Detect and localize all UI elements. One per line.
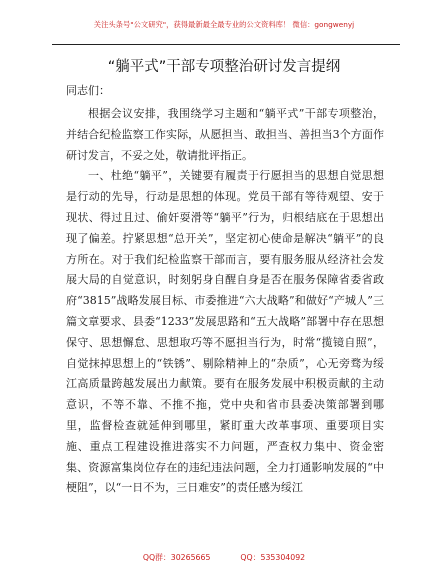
document-body [66,104,384,499]
footer-contact [0,553,448,563]
header-banner: 关注头条号"公文研究"，获得最新最全最专业的公文资料库！ 微信：gongwenyj [93,20,355,29]
header-divider [52,44,400,45]
paragraph-intro: 根据会议安排，我围绕学习主题和“躺平式”干部专项整治，并结合纪检监察工作实际，从愿担当、敢担当、善担当3个方面作研讨发言，不妥之处，敬请批评指正。 [66,107,384,162]
paragraph-section-one: 一、杜绝“躺平”，关键要有履责于行愿担当的思想自觉思想是行动的先导，行动是思想的体现。党员干部有等待观望、安于现状、得过且过、偷奸耍滑等“躺平”行为，归根结底在于思想出现了偏差。拧紧思想“总开关”，坚定初心使命是解决“躺平”的良方所在。对于我们纪检监察干部而言，要有服务服从经济社会发展大局的自觉意识，时刻躬身自醒自身是否在服务保障省委省政府“3815”战略发展目标、市委推进“六大战略”和做好“产城人”三篇文章要求、县委“1233”发展思路和“五大战略”部署中存在思想保守、思想懈怠、思想取巧等不愿担当行为，时常“揽镜自照”，自觉抹掉思想上的“铁锈”、剔除精神上的“杂质”，心无旁骛为绥江高质量跨越发展出力献策。要有在服务发展中积极贡献的主动意识，不等不靠、不推不拖，党中央和省市县委决策部署到哪里，监督检查就延伸到哪里，紧盯重大改革事项、重要项目实施、重点工程建设推进落实不力问题，严查权力集中、资金密集、资源富集岗位存在的违纪违法问题，全力打通影响发展的“中梗阻”，以“一日不为，三日难安”的责任感为绥江 [66,169,384,495]
document-title: “躺平式”干部专项整治研讨发言提纲 [107,59,341,75]
salutation: 同志们： [66,84,110,97]
qq-group-contact: QQ群：30265665 [142,553,211,562]
qq-contact: QQ：535304092 [240,553,306,562]
